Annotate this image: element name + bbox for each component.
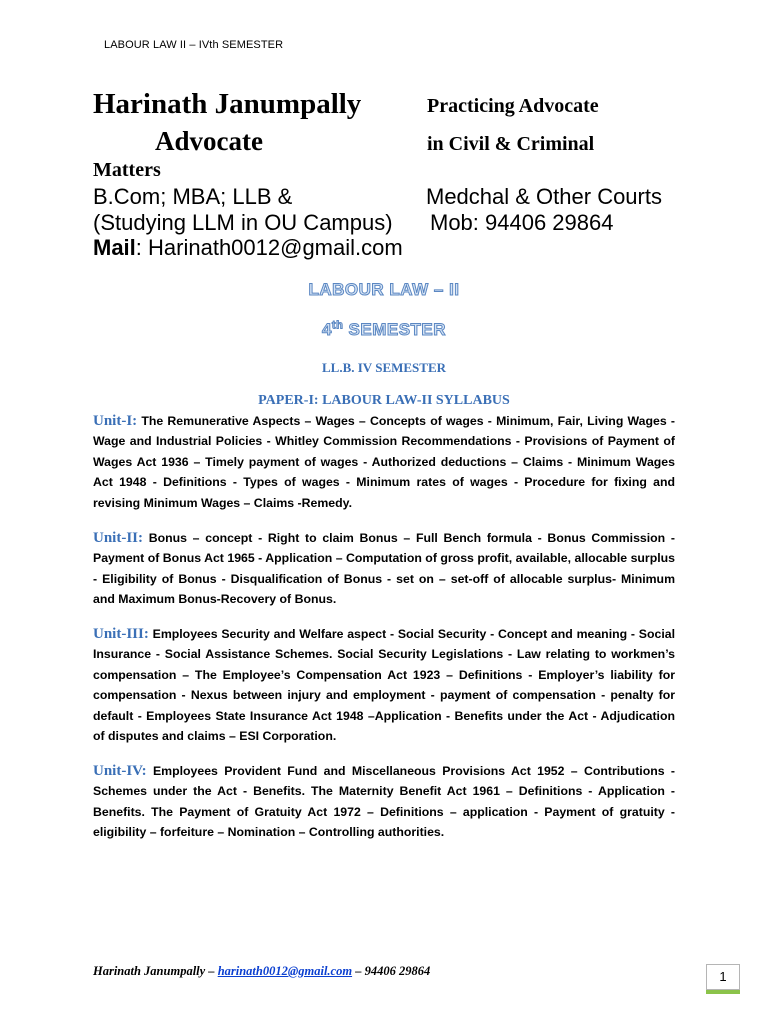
subject-title: LABOUR LAW – II	[308, 280, 460, 299]
author-name: Harinath Janumpally	[93, 88, 362, 120]
unit-3-paragraph	[93, 624, 675, 746]
running-header: LABOUR LAW II – IVth SEMESTER	[104, 39, 284, 51]
unit-1-paragraph	[93, 411, 675, 513]
paper-syllabus-heading: PAPER-I: LABOUR LAW-II SYLLABUS	[258, 393, 510, 408]
civil-criminal-text: in Civil & Criminal	[427, 133, 595, 155]
footer	[93, 964, 430, 979]
mail-line	[93, 235, 403, 261]
semester-number: 4	[321, 320, 332, 339]
unit-4-label: Unit-IV:	[93, 763, 147, 779]
unit-4-paragraph	[93, 761, 675, 843]
semester-title	[0, 320, 768, 340]
mobile-number: Mob: 94406 29864	[430, 210, 614, 235]
mail-value: : Harinath0012@gmail.com	[135, 235, 403, 260]
page-number: 1	[706, 964, 740, 990]
footer-email-link[interactable]: harinath0012@gmail.com	[217, 964, 353, 978]
unit-3-text: Employees Security and Welfare aspect - Social Security - Concept and meaning - Social Insurance - Social Assistance Schemes. Social Security Legislations - Law relating to workmen’s compensation – The Employee’s Compensation Act 1923 – Definitions - Employer’s liability for compensation - Nexus between injury and employment - payment of compensation - penalty for default - Employees State Insurance Act 1948 –Application - Benefits under the Act - Adjudication of disputes and claims – ESI Corporation.	[93, 627, 675, 744]
footer-suffix: – 94406 29864	[352, 964, 431, 978]
practicing-advocate-text: Practicing Advocate	[427, 95, 599, 117]
page-number-accent-bar	[706, 990, 740, 994]
semester-word: SEMESTER	[343, 320, 447, 339]
semester-suffix: th	[331, 319, 344, 332]
unit-1-text: The Remunerative Aspects – Wages – Concepts of wages - Minimum, Fair, Living Wages - Wage and Industrial Policies - Whitley Commission Recommendations - Provisions of Payment of Wages Act 1936 – Timely payment of wages - Authorized deductions – Claims - Minimum Wages Act 1948 - Definitions - Types of wages - Minimum rates of wages - Procedure for fixing and revising Minimum Wages – Claims -Remedy.	[93, 414, 675, 510]
llb-semester-heading: LL.B. IV SEMESTER	[321, 360, 447, 375]
unit-4-text: Employees Provident Fund and Miscellaneous Provisions Act 1952 – Contributions -Schemes under the Act - Benefits. The Maternity Benefit Act 1961 – Definitions - Application - Benefits. The Payment of Gratuity Act 1972 – Definitions – application - Payment of gratuity - eligibility – forfeiture – Nomination – Controlling authorities.	[93, 764, 675, 840]
qualification-line-2: (Studying LLM in OU Campus)	[93, 210, 393, 235]
advocate-title: Advocate	[155, 126, 263, 156]
footer-prefix: Harinath Janumpally –	[93, 964, 218, 978]
courts-text: Medchal & Other Courts	[426, 184, 662, 209]
unit-2-label: Unit-II:	[93, 530, 144, 546]
unit-2-text: Bonus – concept - Right to claim Bonus – Full Bench formula - Bonus Commission - Payment of Bonus Act 1965 - Application – Computation of gross profit, available, allocable surplus - Eligibility of Bonus - Disqualification of Bonus - set on – set-off of allocable surplus- Minimum and Maximum Bonus-Recovery of Bonus.	[93, 531, 675, 607]
unit-3-label: Unit-III:	[93, 626, 149, 642]
mail-label: Mail	[93, 235, 136, 260]
matters-text: Matters	[93, 159, 161, 181]
unit-2-paragraph	[93, 528, 675, 610]
unit-1-label: Unit-I:	[93, 413, 138, 429]
qualification-line-1: B.Com; MBA; LLB &	[93, 184, 293, 209]
